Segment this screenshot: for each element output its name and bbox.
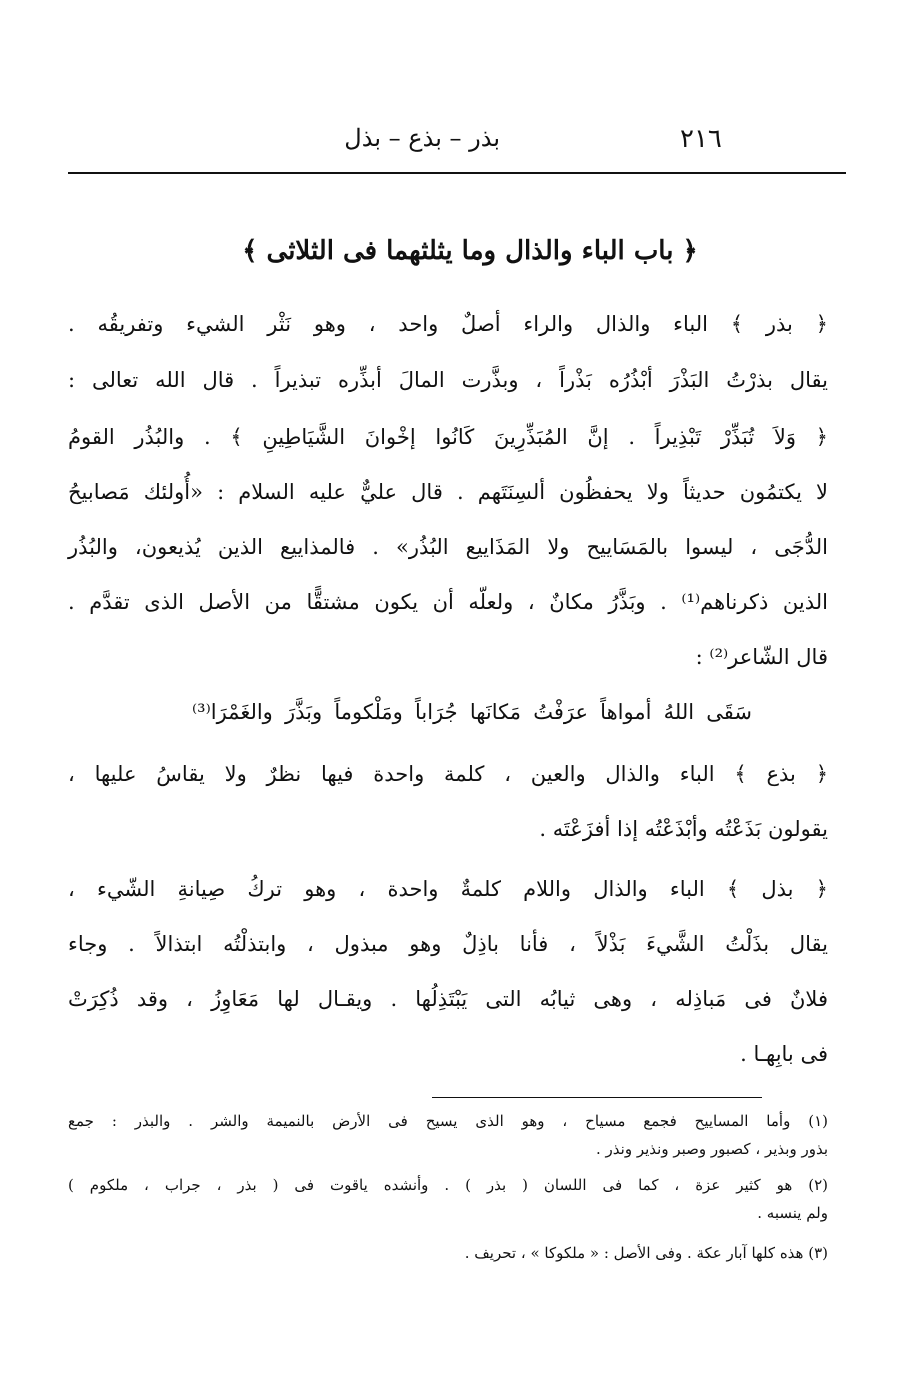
page-number: ٢١٦: [680, 124, 722, 154]
body-line: فى بابِهـا .: [740, 1042, 828, 1066]
footnote-line: (٢) هو كثير عزة ، كما فى اللسان ( بذر ) . وأنشده ياقوت فى ( بذر ، جراب ، ملكوم ): [68, 1176, 828, 1194]
body-line: يقولون بَذَعْتُه وأبْذَعْتُه إذا أفزَعْتَه .: [539, 817, 828, 841]
header-divider: [68, 172, 846, 174]
body-line: ﴿ بذع ﴾ الباء والذال والعين ، كلمة واحدة فيها نظرٌ ولا يقاسُ عليها ،: [68, 762, 828, 786]
footnote-line: ولم ينسبه .: [757, 1204, 828, 1222]
body-line: ﴿ بذل ﴾ الباء والذال واللام كلمةٌ واحدة ، وهو تركُ صِيانةِ الشّيء ،: [68, 877, 828, 901]
body-line: فلانٌ فى مَباذِله ، وهى ثيابُه التى يَبْتَذِلُها . ويقـال لها مَعَاوِزُ ، وقد ذُكِرَتْ: [68, 987, 828, 1011]
footnote-divider: [432, 1097, 762, 1098]
body-line: الذين ذكرناهم⁽¹⁾ . وبَذَّرُ مكانٌ ، ولعلّه أن يكون مشتقًّا من الأصل الذى تقدَّم .: [68, 590, 828, 614]
footnote-line: (٣) هذه كلها آبار عكة . وفى الأصل : « ملكوكا » ، تحريف .: [464, 1244, 828, 1262]
body-line: يقال بذرْتُ البَذْرَ أبْذُرُه بَذْراً ، وبذَّرت المالَ أبذِّره تبذيراً . قال الله تعالى :: [68, 368, 828, 392]
running-title: بذر – بذع – بذل: [344, 124, 500, 152]
body-line: يقال بذَلْتُ الشَّيءَ بَذْلاً ، فأنا باذِلٌ وهو مبذول ، وابتذلْتُه ابتذالاً . وجاء: [68, 932, 828, 956]
chapter-title: ﴿ باب الباء والذال وما يثلثهما فى الثلاثى ﴾: [242, 236, 698, 266]
poetry-line: سَقَى اللهُ أمواهاً عرَفْتُ مَكانَها جُرَاباً ومَلْكوماً وبَذَّرَ والغَمْرَا⁽³⁾: [192, 700, 752, 724]
body-line: لا يكتمُون حديثاً ولا يحفظُون ألسِنَتَهم . قال عليٌّ عليه السلام : «أُولئك مَصابيحُ: [68, 480, 828, 504]
body-line: ﴿ بذر ﴾ الباء والذال والراء أصلٌ واحد ، وهو نَثْر الشيء وتفريقُه .: [68, 312, 828, 336]
body-line: قال الشّاعر⁽²⁾ :: [695, 645, 828, 669]
body-line: الدُّجَى ، ليسوا بالمَسَاييح ولا المَذَاييع البُذُر» . فالمذاييع الذين يُذيعون، والبُذُر: [68, 535, 828, 559]
body-line: ﴿ وَلاَ تُبَذِّرْ تَبْذِيراً . إنَّ المُبَذِّرِينَ كَانُوا إخْوانَ الشَّيَاطِينِ ﴾ . والبُذُر القومُ: [68, 425, 828, 449]
footnote-line: بذور وبذير ، كصبور وصبر ونذير ونذر .: [596, 1140, 828, 1158]
footnote-line: (١) وأما المساييح فجمع مسياح ، وهو الذى يسيح فى الأرض بالنميمة والشر . والبذر : جمع: [68, 1112, 828, 1130]
